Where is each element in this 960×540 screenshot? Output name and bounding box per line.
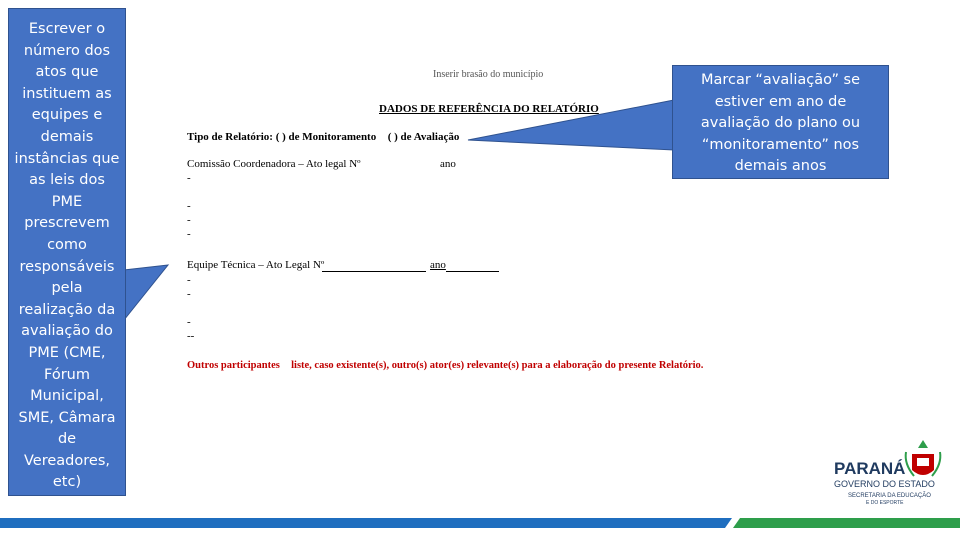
footer-bar-blue	[0, 518, 732, 528]
team-member-1: -	[187, 274, 191, 286]
team-member-4: --	[187, 330, 195, 342]
footer-bar	[0, 518, 960, 528]
logo-department: SECRETARIA DA EDUCAÇÃO	[848, 493, 931, 499]
team-year: ano	[430, 259, 446, 271]
commission-member-1: -	[187, 172, 191, 184]
evaluation-option[interactable]: ( ) de Avaliação	[387, 131, 460, 143]
other-participants-label: Outros participantes	[187, 360, 280, 371]
left-callout-pointer	[124, 265, 168, 320]
left-callout: Escrever o número dos atos que instituem as equipes e demais instâncias que as leis dos PME prescrevem como responsáveis pela realização da avaliação do PME (CME, Fórum Municipal, SME, Câmara de Vereadores, etc)	[8, 8, 126, 496]
team-year-blank[interactable]	[446, 271, 499, 272]
footer-bar-green	[733, 518, 960, 528]
commission-member-4: -	[187, 228, 191, 240]
logo-subtitle: GOVERNO DO ESTADO	[834, 479, 935, 489]
report-type-label: Tipo de Relatório:	[187, 131, 273, 143]
team-member-2: -	[187, 288, 191, 300]
right-callout: Marcar “avaliação” se estiver em ano de avaliação do plano ou “monitoramento” nos demais anos	[672, 65, 889, 179]
logo-tagline: E DO ESPORTE	[866, 500, 904, 506]
report-type-row	[187, 131, 459, 143]
parana-logo	[834, 436, 946, 506]
commission-member-3: -	[187, 214, 191, 226]
logo-name: PARANÁ	[834, 459, 906, 478]
parana-crest-icon	[906, 440, 941, 476]
commission-year: ano	[440, 158, 456, 170]
team-member-3: -	[187, 316, 191, 328]
report-heading: DADOS DE REFERÊNCIA DO RELATÓRIO	[379, 103, 599, 115]
brasao-placeholder: Inserir brasão do município	[433, 69, 544, 80]
other-participants-row	[187, 360, 703, 371]
monitoring-option[interactable]: ( ) de Monitoramento	[275, 131, 377, 143]
team-number-blank[interactable]	[322, 271, 426, 272]
commission-line: Comissão Coordenadora – Ato legal Nº	[187, 158, 361, 170]
commission-member-2: -	[187, 200, 191, 212]
team-line: Equipe Técnica – Ato Legal Nº	[187, 259, 325, 271]
other-participants-text: liste, caso existente(s), outro(s) ator(es) relevante(s) para a elaboração do presente Relatório.	[291, 360, 704, 371]
